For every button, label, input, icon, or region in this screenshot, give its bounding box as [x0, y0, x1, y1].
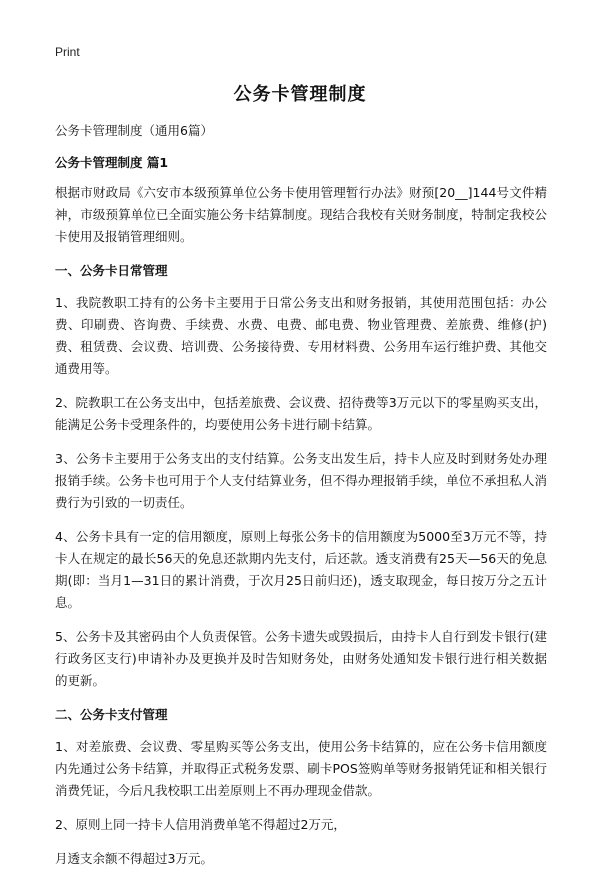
- paragraph: 5、公务卡及其密码由个人负责保管。公务卡遗失或毁损后，由持卡人自行到发卡银行(建行政务区支行)申请补办及更换并及时告知财务处，由财务处通知发卡银行进行相关数据的更新。: [55, 629, 547, 688]
- print-link[interactable]: Print: [55, 45, 80, 59]
- intro-paragraph: 根据市财政局《六安市本级预算单位公务卡使用管理暂行办法》财预[20__]144号文件精神，市级预算单位已全面实施公务卡结算制度。现结合我校有关财务制度，特制定我校公卡使用及报销管理细则。: [55, 185, 547, 244]
- section-heading-daily-management: 一、公务卡日常管理: [55, 263, 168, 278]
- section-heading-payment-management: 二、公务卡支付管理: [55, 707, 168, 722]
- document-subtitle: 公务卡管理制度（通用6篇）: [55, 123, 213, 138]
- paragraph: 月透支余额不得超过3万元。: [55, 851, 213, 866]
- paragraph: 2、院教职工在公务支出中，包括差旅费、会议费、招待费等3万元以下的零星购买支出，能满足公务卡受理条件的，均要使用公务卡进行刷卡结算。: [55, 395, 547, 432]
- paragraph: 4、公务卡具有一定的信用额度，原则上每张公务卡的信用额度为5000至3万元不等，持卡人在规定的最长56天的免息还款期内先支付，后还款。透支消费有25天—56天的免息期(即：当月1—31日的累计消费，于次月25日前归还)，透支取现金，每日按万分之五计息。: [55, 529, 547, 610]
- document-body: [55, 120, 547, 882]
- article-heading: 公务卡管理制度 篇1: [55, 155, 169, 170]
- paragraph: 2、原则上同一持卡人信用消费单笔不得超过2万元，: [55, 817, 346, 832]
- paragraph: 3、公务卡主要用于公务支出的支付结算。公务支出发生后，持卡人应及时到财务处办理报销手续。公务卡也可用于个人支付结算业务，但不得办理报销手续，单位不承担私人消费行为引致的一切责任。: [55, 451, 547, 510]
- paragraph: 1、对差旅费、会议费、零星购买等公务支出，使用公务卡结算的，应在公务卡信用额度内先通过公务卡结算，并取得正式税务发票、刷卡POS签购单等财务报销凭证和相关银行消费凭证，今后凡我校职工出差原则上不再办理现金借款。: [55, 739, 547, 798]
- paragraph: 1、我院教职工持有的公务卡主要用于日常公务支出和财务报销，其使用范围包括：办公费、印刷费、咨询费、手续费、水费、电费、邮电费、物业管理费、差旅费、维修(护)费、租赁费、会议费、培训费、公务接待费、专用材料费、公务用车运行维护费、其他交通费用等。: [55, 295, 547, 376]
- page-title: 公务卡管理制度: [233, 84, 367, 105]
